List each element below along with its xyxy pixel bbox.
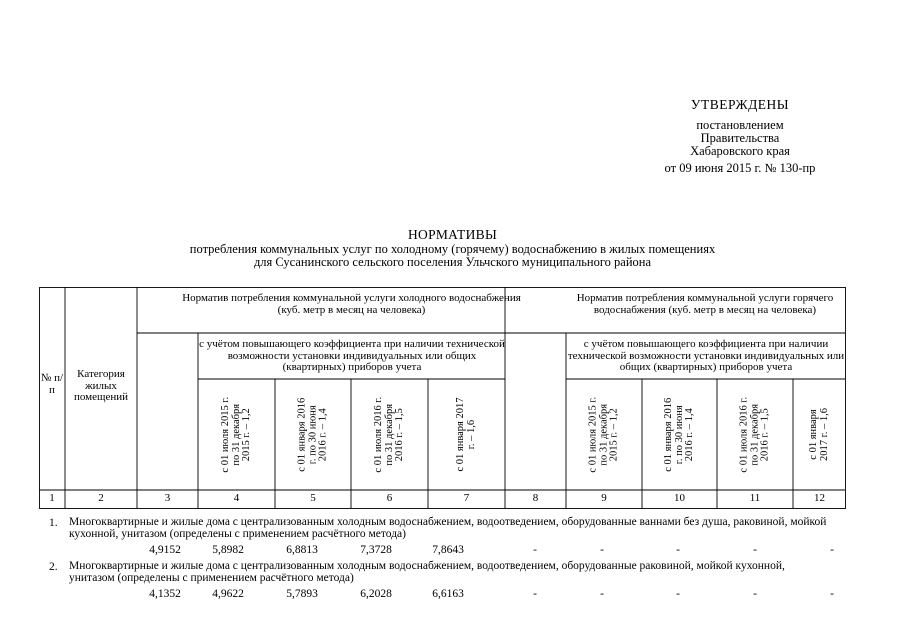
row-2-number: 2. (49, 561, 58, 573)
row-1-value-11: - (753, 544, 757, 556)
column-number-6: 6 (386, 492, 393, 504)
row-2-value-11: - (753, 588, 757, 600)
row-2-value-5: 5,7893 (286, 588, 318, 600)
row-1-value-9: - (600, 544, 604, 556)
period-hot-2: с 01 января 2016 г. по 30 июня 2016 г. – 1,4 (662, 397, 695, 472)
column-number-7: 7 (463, 492, 470, 504)
row-2-value-10: - (676, 588, 680, 600)
row-1-number: 1. (49, 517, 58, 529)
column-number-5: 5 (310, 492, 316, 504)
period-hot-3: с 01 июля 2016 г. по 31 декабря 2016 г. – 1,5 (738, 396, 771, 473)
column-number-8: 8 (532, 492, 539, 504)
approval-line-1: постановлением (696, 118, 784, 132)
document-title: НОРМАТИВЫ (407, 227, 498, 242)
header-cold-water: Норматив потребления коммунальной услуги холодного водоснабжения (куб. метр в месяц на человека) (182, 292, 521, 316)
row-1-value-7: 7,8643 (432, 544, 464, 556)
row-2-value-4: 4,9622 (212, 588, 244, 600)
column-number-1: 1 (49, 492, 55, 504)
period-cold-1: с 01 июля 2015 г. по 31 декабря 2015 г. – 1,2 (219, 396, 252, 473)
column-number-11: 11 (749, 492, 761, 504)
row-2-value-8: - (533, 588, 537, 600)
header-hot-water: Норматив потребления коммунальной услуги горячего водоснабжения (куб. метр в месяц на человека) (576, 292, 834, 316)
row-1-value-3: 4,9152 (149, 544, 181, 556)
period-hot-1: с 01 июля 2015 г. по 31 декабря 2015 г. – 1,2 (587, 396, 620, 473)
row-1-value-4: 5,8982 (212, 544, 244, 556)
column-number-4: 4 (233, 492, 240, 504)
approval-heading: УТВЕРЖДЕНЫ (690, 97, 790, 112)
row-1-value-5: 6,8813 (286, 544, 318, 556)
row-1-value-10: - (676, 544, 680, 556)
header-coefficient-cold: с учётом повышающего коэффициента при наличии технической возможности установки индивидуальных или общих (квартирных) приборов учета (199, 338, 505, 373)
row-1-category: Многоквартирные и жилые дома с централизованным холодным водоснабжением, водоотведением, оборудованные ваннами без душа, раковиной, мойкой кухонной, унитазом (определены с применением расчётного метода) (69, 516, 827, 540)
header-no: № п/п (40, 372, 64, 396)
row-1-value-8: - (533, 544, 537, 556)
row-2-value-7: 6,6163 (432, 588, 464, 600)
row-2-value-6: 6,2028 (360, 588, 392, 600)
document-subtitle-2: для Сусанинского сельского поселения Ульчского муниципального района (253, 255, 652, 269)
norms-table (39, 287, 846, 509)
approval-block (620, 98, 860, 175)
period-cold-2: с 01 января 2016 г. по 30 июня 2016 г. – 1,4 (296, 397, 329, 472)
row-2-value-12: - (830, 588, 834, 600)
period-hot-4: с 01 января 2017 г. – 1,6 (808, 408, 830, 461)
approval-date: от 09 июня 2015 г. № 130-пр (664, 161, 816, 175)
column-number-10: 10 (674, 492, 685, 504)
row-1-value-12: - (830, 544, 834, 556)
row-2-category: Многоквартирные и жилые дома с централизованным холодным водоснабжением, водоотведением, оборудованные раковиной, мойкой кухонной, унитазом (определены с применением расчётного метода) (69, 560, 785, 584)
header-coefficient-hot: с учётом повышающего коэффициента при наличии технической возможности установки индивидуальных или общих (квартирных) приборов учета (567, 338, 845, 373)
row-2-value-9: - (600, 588, 604, 600)
column-number-3: 3 (164, 492, 171, 504)
column-number-2: 2 (98, 492, 104, 504)
header-category: Категория жилых помещений (73, 368, 129, 403)
period-cold-4: с 01 января 2017 г. – 1,6 (455, 397, 477, 472)
approval-line-3: Хабаровского края (690, 144, 790, 158)
row-2-value-3: 4,1352 (149, 588, 181, 600)
period-cold-3: с 01 июля 2016 г. по 31 декабря 2016 г. – 1,5 (372, 396, 405, 473)
column-number-9: 9 (601, 492, 607, 504)
row-1-value-6: 7,3728 (360, 544, 392, 556)
approval-line-2: Правительства (700, 131, 780, 145)
document-subtitle-1: потребления коммунальных услуг по холодному (горячему) водоснабжению в жилых помещениях (189, 242, 716, 256)
column-number-12: 12 (814, 492, 825, 504)
